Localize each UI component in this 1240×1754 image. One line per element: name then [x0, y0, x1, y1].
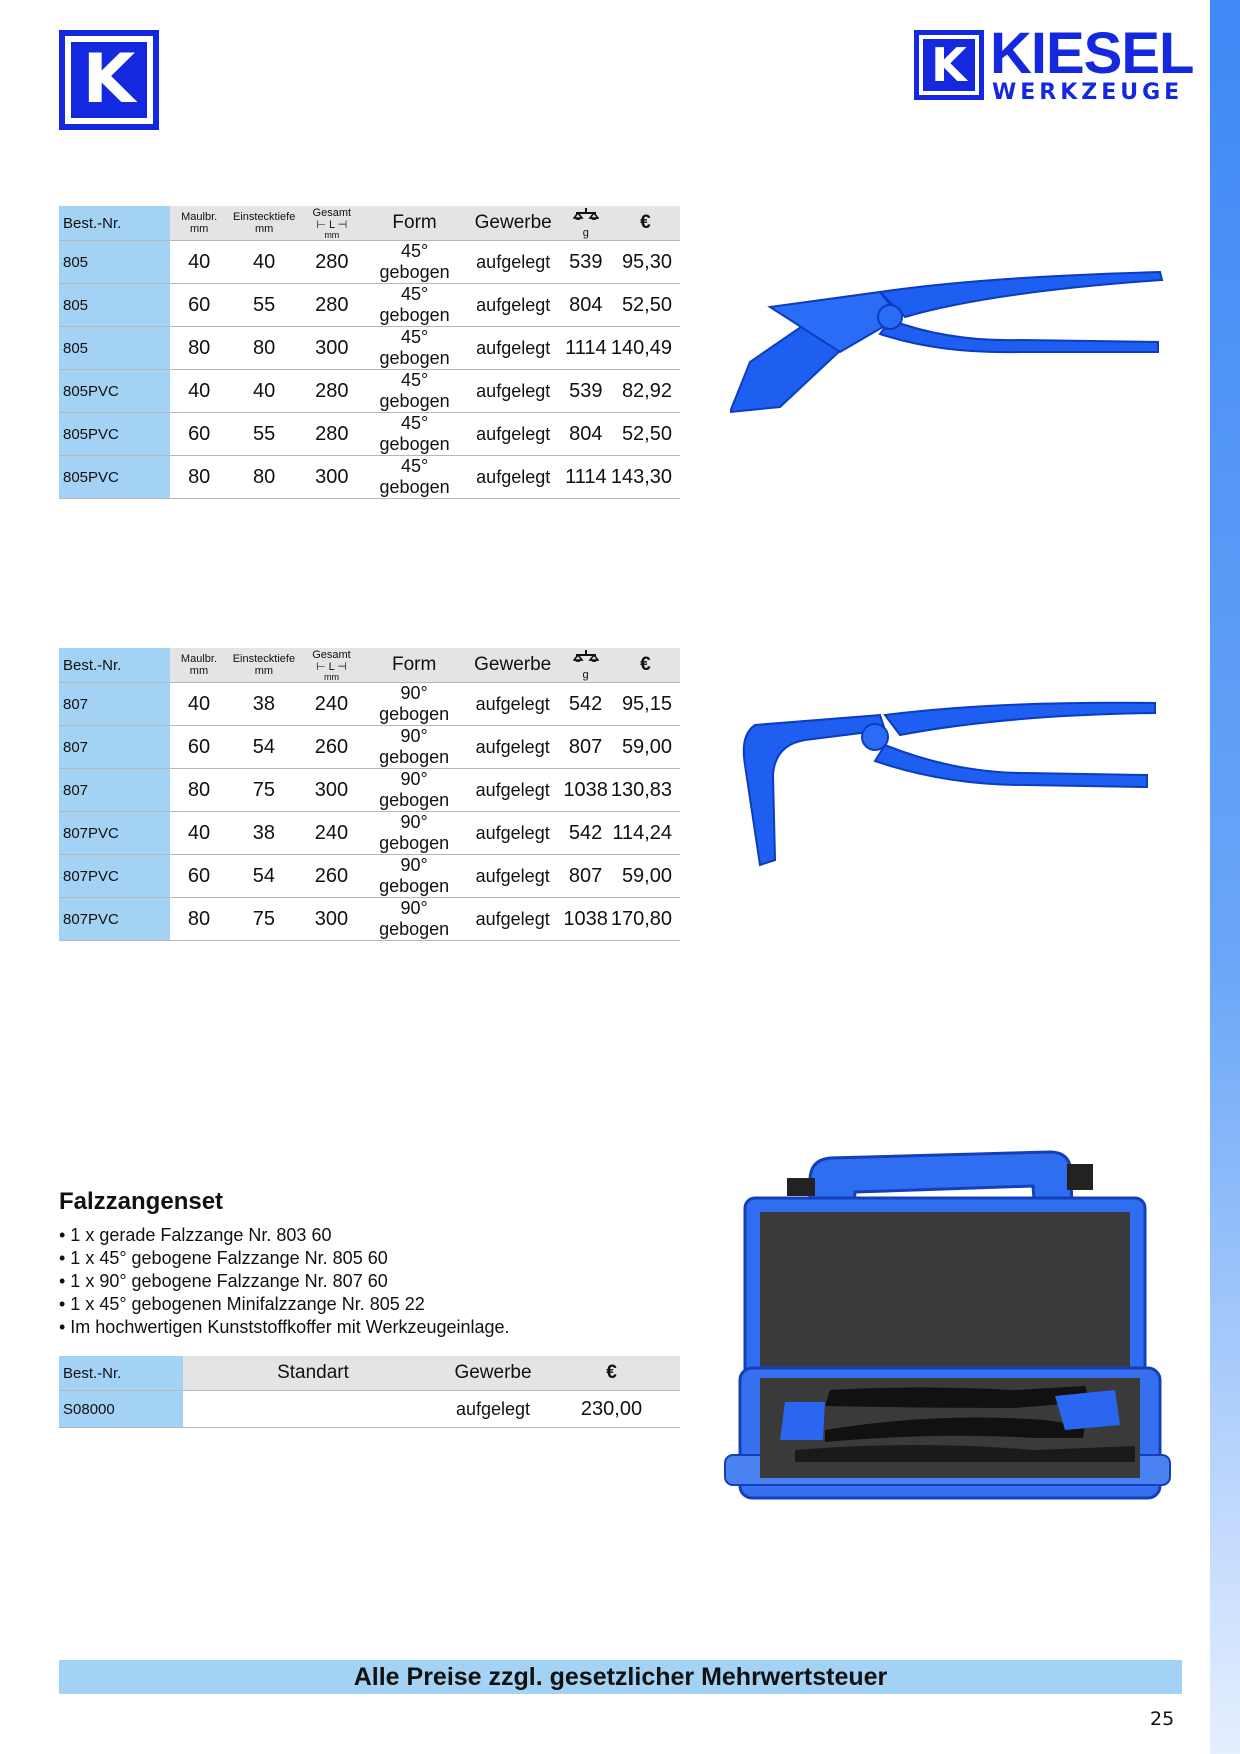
- cell-gewerbe: aufgelegt: [443, 1391, 543, 1428]
- cell-gewerbe: aufgelegt: [465, 726, 560, 769]
- header-price: €: [611, 648, 680, 683]
- table-row: [59, 683, 680, 726]
- header-best-nr: Best.-Nr.: [59, 648, 170, 683]
- header-standart: Standart: [183, 1356, 443, 1391]
- header-weight-unit: g: [582, 669, 589, 681]
- cell-einstecktiefe: 38: [228, 683, 300, 726]
- cell-gesamt: 280: [300, 284, 364, 327]
- cell-best-nr: 805PVC: [59, 413, 170, 456]
- table-row: [59, 1391, 680, 1428]
- table-row: [59, 370, 680, 413]
- cell-gewicht: 1114: [561, 327, 611, 370]
- cell-maulbreite: 80: [170, 327, 228, 370]
- header-maulbreite-unit: mm: [190, 223, 209, 235]
- cell-gewerbe: aufgelegt: [465, 683, 560, 726]
- cell-einstecktiefe: 80: [228, 456, 300, 499]
- table-row: [59, 812, 680, 855]
- cell-price: 143,30: [611, 456, 680, 499]
- header-weight-unit: g: [582, 227, 589, 239]
- cell-form: 45° gebogen: [364, 413, 466, 456]
- page-number: 25: [1150, 1708, 1175, 1730]
- list-item: • 1 x 45° gebogene Falzzange Nr. 805 60: [59, 1248, 388, 1268]
- header-maulbreite-label: Maulbr.: [180, 653, 217, 665]
- header-maulbreite: [170, 648, 228, 683]
- table-row: [59, 456, 680, 499]
- cell-maulbreite: 80: [170, 898, 228, 941]
- table-row: [59, 726, 680, 769]
- header-einstecktiefe: [228, 206, 300, 241]
- cell-einstecktiefe: 80: [228, 327, 300, 370]
- cell-form: 45° gebogen: [364, 241, 466, 284]
- cell-gewerbe: aufgelegt: [466, 370, 561, 413]
- table-row: [59, 898, 680, 941]
- cell-best-nr: 807PVC: [59, 898, 170, 941]
- cell-gewicht: 1038: [560, 769, 611, 812]
- header-l-symbol: ⊢ L ⊣: [316, 218, 348, 231]
- cell-form: 45° gebogen: [364, 370, 466, 413]
- header-gesamt-unit: mm: [323, 671, 339, 682]
- cell-standart: [183, 1391, 443, 1428]
- cell-gesamt: 240: [300, 683, 364, 726]
- header-einstecktiefe: [228, 648, 300, 683]
- cell-form: 90° gebogen: [363, 898, 465, 941]
- cell-maulbreite: 40: [170, 812, 228, 855]
- cell-best-nr: 805PVC: [59, 456, 170, 499]
- cell-gewicht: 807: [560, 726, 611, 769]
- cell-price: 230,00: [543, 1391, 680, 1428]
- header-form: Form: [363, 648, 465, 683]
- brand-sub: WERKZEUGE: [992, 80, 1184, 105]
- cell-gewerbe: aufgelegt: [465, 855, 560, 898]
- cell-gewerbe: aufgelegt: [466, 284, 561, 327]
- cell-gewicht: 1114: [561, 456, 611, 499]
- cell-einstecktiefe: 55: [228, 413, 300, 456]
- cell-form: 90° gebogen: [363, 726, 465, 769]
- table-row: [59, 284, 680, 327]
- header-l-symbol: ⊢ L ⊣: [315, 660, 347, 673]
- header-maulbreite-label: Maulbr.: [181, 211, 218, 223]
- pliers-90-image: [735, 695, 1165, 875]
- cell-form: 90° gebogen: [363, 683, 465, 726]
- cell-einstecktiefe: 54: [228, 855, 300, 898]
- cell-price: 95,30: [611, 241, 680, 284]
- cell-gesamt: 300: [300, 898, 364, 941]
- header-gesamt-label: Gesamt: [312, 206, 352, 219]
- cell-form: 45° gebogen: [364, 284, 466, 327]
- list-item: • 1 x 90° gebogene Falzzange Nr. 807 60: [59, 1271, 388, 1291]
- cell-form: 90° gebogen: [363, 812, 465, 855]
- header-gesamt: [300, 648, 364, 683]
- cell-best-nr: 805: [59, 241, 170, 284]
- cell-gewerbe: aufgelegt: [466, 413, 561, 456]
- cell-einstecktiefe: 75: [228, 769, 300, 812]
- cell-gewicht: 539: [561, 241, 611, 284]
- cell-maulbreite: 80: [170, 456, 228, 499]
- cell-einstecktiefe: 38: [228, 812, 300, 855]
- list-item: • 1 x gerade Falzzange Nr. 803 60: [59, 1225, 332, 1245]
- cell-gewerbe: aufgelegt: [465, 898, 560, 941]
- cell-price: 52,50: [611, 413, 680, 456]
- cell-price: 59,00: [611, 855, 680, 898]
- cell-price: 140,49: [611, 327, 680, 370]
- cell-form: 45° gebogen: [364, 327, 466, 370]
- header-price: €: [611, 206, 680, 241]
- pliers-45-image: [730, 262, 1170, 422]
- cell-gewerbe: aufgelegt: [465, 812, 560, 855]
- header-best-nr: Best.-Nr.: [59, 1356, 183, 1391]
- cell-best-nr: 805PVC: [59, 370, 170, 413]
- scale-icon: [573, 207, 599, 223]
- header-maulbreite: [170, 206, 228, 241]
- cell-gewicht: 804: [561, 413, 611, 456]
- cell-best-nr: 807: [59, 769, 170, 812]
- cell-best-nr: 807: [59, 683, 170, 726]
- cell-gesamt: 260: [300, 726, 364, 769]
- cell-best-nr: 807PVC: [59, 855, 170, 898]
- header-form: Form: [364, 206, 466, 241]
- cell-einstecktiefe: 54: [228, 726, 300, 769]
- cell-einstecktiefe: 55: [228, 284, 300, 327]
- k-logo-letter: K: [71, 42, 147, 118]
- cell-price: 95,15: [611, 683, 680, 726]
- k-logo: [59, 30, 159, 130]
- table-row: [59, 327, 680, 370]
- header-gewerbe: Gewerbe: [466, 206, 561, 241]
- brand-name: KIESEL: [990, 21, 1194, 86]
- cell-maulbreite: 60: [170, 284, 228, 327]
- tool-case-image: [715, 1150, 1180, 1510]
- cell-maulbreite: 60: [170, 855, 228, 898]
- table-header-row: [59, 1356, 680, 1391]
- cell-price: 114,24: [611, 812, 680, 855]
- cell-gewerbe: aufgelegt: [465, 769, 560, 812]
- cell-best-nr: S08000: [59, 1391, 183, 1428]
- list-item: • 1 x 45° gebogenen Minifalzzange Nr. 805 22: [59, 1294, 425, 1314]
- cell-maulbreite: 60: [170, 726, 228, 769]
- cell-maulbreite: 60: [170, 413, 228, 456]
- cell-gewerbe: aufgelegt: [466, 241, 561, 284]
- cell-price: 170,80: [611, 898, 680, 941]
- cell-gesamt: 280: [300, 241, 364, 284]
- cell-maulbreite: 40: [170, 683, 228, 726]
- cell-gewicht: 807: [560, 855, 611, 898]
- cell-gesamt: 280: [300, 370, 364, 413]
- price-footer-banner: Alle Preise zzgl. gesetzlicher Mehrwertsteuer: [59, 1660, 1182, 1694]
- table-header-row: [59, 206, 680, 241]
- scale-icon: [573, 649, 599, 665]
- header-weight: [561, 206, 611, 241]
- brand-k-box: [914, 30, 984, 100]
- cell-maulbreite: 40: [170, 370, 228, 413]
- cell-einstecktiefe: 40: [228, 241, 300, 284]
- cell-gewicht: 542: [560, 683, 611, 726]
- set-title: Falzzangenset: [59, 1188, 224, 1215]
- cell-gesamt: 300: [300, 327, 364, 370]
- cell-price: 82,92: [611, 370, 680, 413]
- list-item: • Im hochwertigen Kunststoffkoffer mit Werkzeugeinlage.: [59, 1317, 510, 1337]
- cell-gesamt: 300: [300, 456, 364, 499]
- table-row: [59, 241, 680, 284]
- cell-gesamt: 300: [300, 769, 364, 812]
- header-einstecktiefe-unit: mm: [255, 223, 274, 235]
- header-maulbreite-unit: mm: [189, 665, 209, 677]
- cell-form: 90° gebogen: [363, 769, 465, 812]
- cell-best-nr: 805: [59, 284, 170, 327]
- set-table: [59, 1356, 680, 1428]
- cell-einstecktiefe: 75: [228, 898, 300, 941]
- cell-form: 90° gebogen: [363, 855, 465, 898]
- cell-best-nr: 807PVC: [59, 812, 170, 855]
- cell-maulbreite: 80: [170, 769, 228, 812]
- header-gesamt-label: Gesamt: [312, 648, 351, 661]
- cell-gewerbe: aufgelegt: [466, 456, 561, 499]
- cell-gesamt: 240: [300, 812, 364, 855]
- cell-gewicht: 804: [561, 284, 611, 327]
- cell-gewerbe: aufgelegt: [466, 327, 561, 370]
- cell-price: 52,50: [611, 284, 680, 327]
- cell-einstecktiefe: 40: [228, 370, 300, 413]
- cell-maulbreite: 40: [170, 241, 228, 284]
- header-weight: [560, 648, 611, 683]
- cell-gesamt: 260: [300, 855, 364, 898]
- header-gesamt: [300, 206, 364, 241]
- cell-price: 130,83: [611, 769, 680, 812]
- cell-gewicht: 539: [561, 370, 611, 413]
- header-gewerbe: Gewerbe: [465, 648, 560, 683]
- kiesel-brand-logo: [914, 21, 1194, 105]
- set-item-list: [59, 1224, 510, 1339]
- header-gesamt-unit: mm: [324, 229, 340, 240]
- header-einstecktiefe-label: Einstecktiefe: [232, 211, 296, 223]
- cell-best-nr: 807: [59, 726, 170, 769]
- cell-gewicht: 542: [560, 812, 611, 855]
- product-table-805: [59, 206, 680, 499]
- cell-form: 45° gebogen: [364, 456, 466, 499]
- header-gewerbe: Gewerbe: [443, 1356, 543, 1391]
- header-best-nr: Best.-Nr.: [59, 206, 170, 241]
- brand-k-letter: K: [923, 39, 975, 91]
- product-table-807: [59, 648, 680, 941]
- header-einstecktiefe-label: Einstecktiefe: [232, 653, 296, 665]
- table-row: [59, 413, 680, 456]
- table-row: [59, 855, 680, 898]
- table-row: [59, 769, 680, 812]
- cell-best-nr: 805: [59, 327, 170, 370]
- cell-gewicht: 1038: [560, 898, 611, 941]
- header-price: €: [543, 1356, 680, 1391]
- header-einstecktiefe-unit: mm: [254, 665, 274, 677]
- cell-gesamt: 280: [300, 413, 364, 456]
- cell-price: 59,00: [611, 726, 680, 769]
- side-gradient-bar: [1210, 0, 1240, 1754]
- table-header-row: [59, 648, 680, 683]
